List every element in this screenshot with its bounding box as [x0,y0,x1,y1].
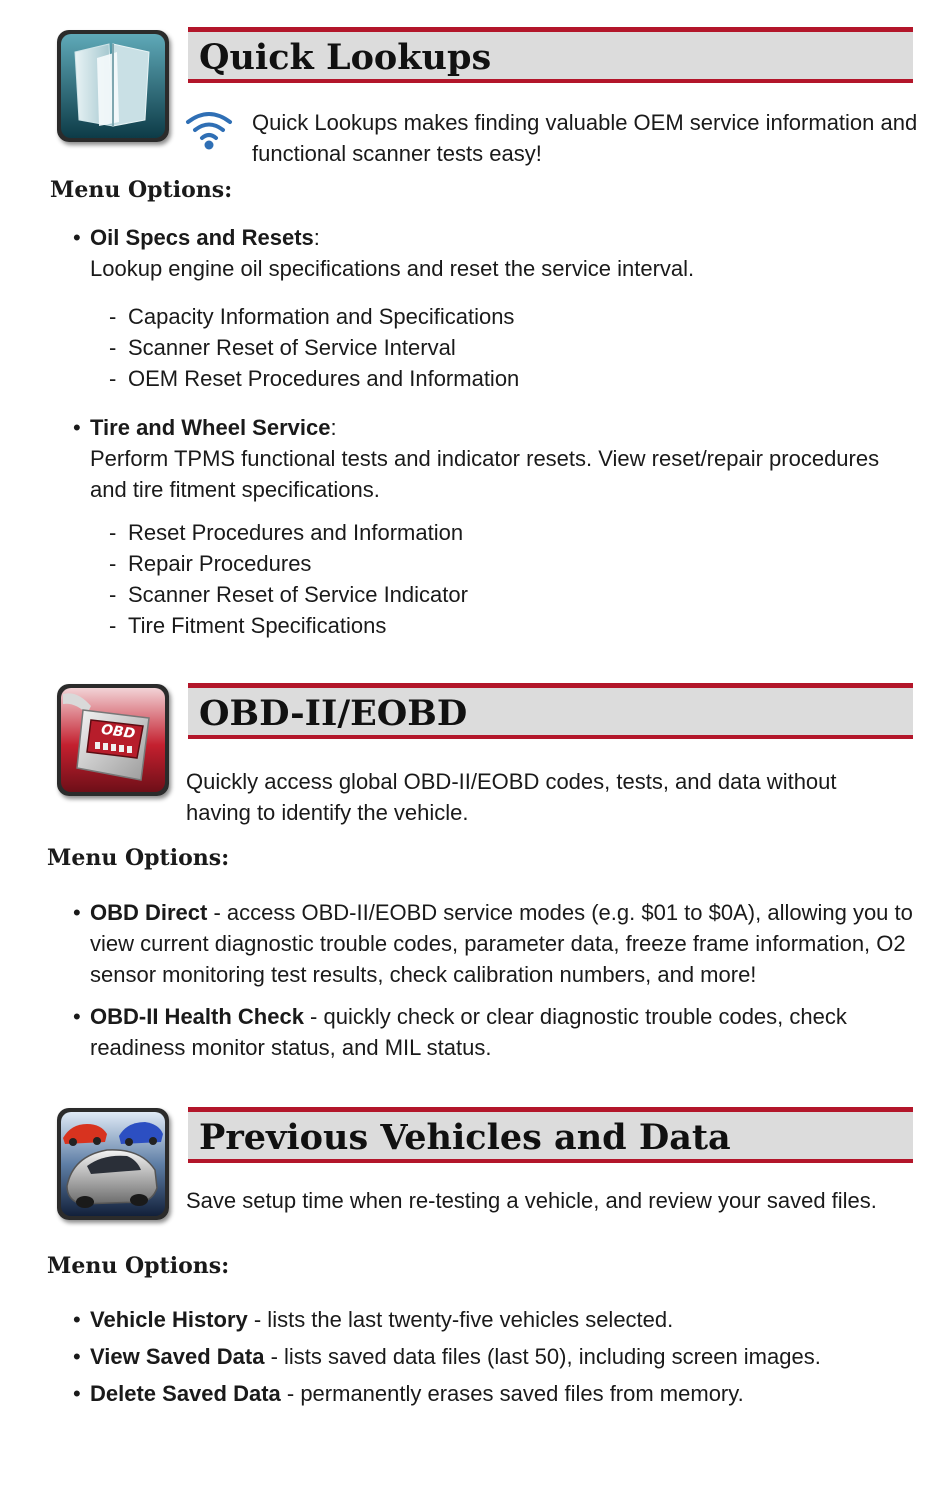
book-icon [57,30,169,142]
sub-list-item [109,517,464,548]
item-label: Tire and Wheel Service [90,415,331,440]
list-item [73,897,930,990]
bullet-marker: • [73,225,81,250]
previous-vehicles-intro: Save setup time when re-testing a vehicle, and review your saved files. [186,1188,877,1213]
list-item [73,1304,920,1335]
obd-menu-heading: Menu Options: [47,845,230,871]
quick-lookups-title: Quick Lookups [199,37,492,78]
previous-vehicles-menu-heading: Menu Options: [47,1253,230,1279]
bullet-marker: • [73,415,81,440]
dash-marker: - [109,520,117,545]
item-suffix: : [330,415,337,440]
sub-list-item [109,548,312,579]
previous-vehicles-app-icon [57,1108,169,1220]
item-text: - permanently erases saved files from memory. [280,1381,744,1406]
sub-item-text: Reset Procedures and Information [128,520,464,545]
bullet-marker: • [73,1344,81,1369]
item-text: - lists saved data files (last 50), including screen images. [264,1344,821,1369]
sub-item-text: Tire Fitment Specifications [128,613,387,638]
sub-item-text: Repair Procedures [128,551,312,576]
dash-marker: - [109,551,117,576]
bullet-marker: • [73,1307,81,1332]
dash-marker: - [109,582,117,607]
dash-marker: - [109,613,117,638]
sub-list-item [109,332,456,363]
quick-lookups-intro: Quick Lookups makes finding valuable OEM service information and functional scanner tests easy! [252,110,918,166]
item-suffix: : [313,225,320,250]
item-label: Delete Saved Data [90,1381,281,1406]
item-label: Oil Specs and Resets [90,225,314,250]
quick-lookups-app-icon [57,30,169,142]
item-description: Lookup engine oil specifications and reset the service interval. [90,256,695,281]
sub-item-text: Scanner Reset of Service Interval [128,335,456,360]
item-text: - lists the last twenty-five vehicles selected. [247,1307,674,1332]
obd-intro: Quickly access global OBD-II/EOBD codes, tests, and data without having to identify the vehicle. [186,769,837,825]
obd-connector-icon [57,684,169,796]
item-description: Perform TPMS functional tests and indicator resets. View reset/repair procedures and tire fitment specifications. [90,446,880,502]
sub-item-text: OEM Reset Procedures and Information [128,366,520,391]
dash-marker: - [109,304,117,329]
obd-app-icon [57,684,169,796]
quick-lookups-menu-heading: Menu Options: [50,177,233,203]
list-item [73,222,920,284]
sub-list-item [109,363,520,394]
obd-title: OBD-II/EOBD [199,693,468,734]
sub-list-item [109,579,468,610]
list-item [73,1001,930,1063]
list-item [73,412,920,505]
dash-marker: - [109,366,117,391]
list-item [73,1378,920,1409]
obd-icon-label: OBD [100,721,137,743]
item-label: View Saved Data [90,1344,265,1369]
dash-marker: - [109,335,117,360]
bullet-marker: • [73,1381,81,1406]
bullet-marker: • [73,1004,81,1029]
previous-vehicles-title: Previous Vehicles and Data [199,1117,731,1158]
item-text: - access OBD-II/EOBD service modes (e.g. $01 to $0A), allowing you to view current diagnostic trouble codes, parameter data, freeze frame information, O2 sensor monitoring test results, check calibration numbers, and more! [90,900,913,987]
sub-list-item [109,301,515,332]
item-text: - quickly check or clear diagnostic trouble codes, check readiness monitor status, and MIL status. [90,1004,847,1060]
quick-lookups-banner [188,27,913,83]
bullet-marker: • [73,900,81,925]
obd-banner [188,683,913,739]
item-label: OBD-II Health Check [90,1004,304,1029]
cars-icon [57,1108,169,1220]
item-label: OBD Direct [90,900,208,925]
sub-list-item [109,610,387,641]
wireless-icon [184,108,234,152]
item-label: Vehicle History [90,1307,248,1332]
sub-item-text: Capacity Information and Specifications [128,304,515,329]
sub-item-text: Scanner Reset of Service Indicator [128,582,468,607]
previous-vehicles-banner [188,1107,913,1163]
list-item [73,1341,920,1372]
